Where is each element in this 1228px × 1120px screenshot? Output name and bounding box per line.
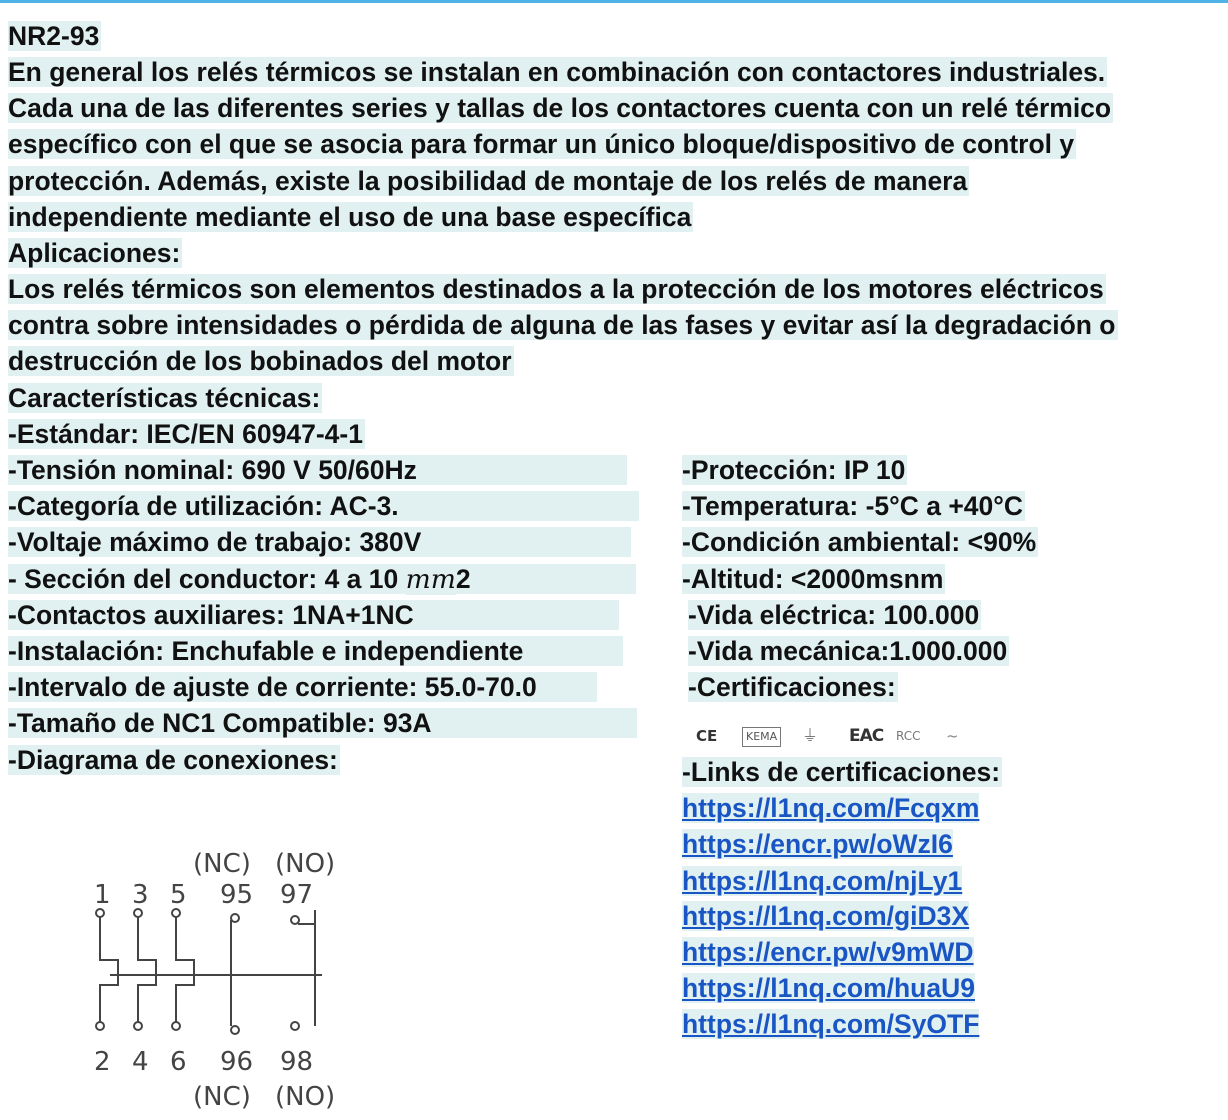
applications-line: Los relés térmicos son elementos destinados a la protección de los motores eléctricos: [8, 274, 1104, 304]
applications-line: destrucción de los bobinados del motor: [8, 346, 512, 376]
spec-standard: -Estándar: IEC/EN 60947-4-1: [8, 419, 363, 449]
diagram-terminal-label: 96: [220, 1047, 254, 1077]
spec-utilization-category: -Categoría de utilización: AC-3.: [8, 490, 639, 522]
specs-heading: Características técnicas:: [8, 383, 321, 413]
ground-symbol-icon: ⏚: [802, 726, 819, 745]
diagram-terminal-label: 2: [94, 1047, 111, 1077]
ce-mark-icon: CE: [696, 727, 718, 745]
top-rule: [0, 0, 1228, 3]
spec-electrical-life: -Vida eléctrica: 100.000: [688, 600, 980, 630]
certification-link[interactable]: https://encr.pw/oWzI6: [682, 829, 953, 859]
diagram-top-no-label: (NO): [275, 849, 336, 879]
kema-logo-icon: KEMA: [742, 727, 781, 747]
spec-conductor-section: - Sección del conductor: 4 a 10 mm2: [8, 563, 636, 595]
connection-diagram: [80, 840, 380, 1115]
spec-altitude: -Altitud: <2000msnm: [682, 564, 944, 594]
spec-max-voltage: -Voltaje máximo de trabajo: 380V: [8, 526, 631, 558]
certification-link[interactable]: https://l1nq.com/huaU9: [682, 973, 975, 1003]
diagram-terminal-label: 98: [280, 1047, 314, 1077]
intro-line: independiente mediante el uso de una base específica: [8, 202, 692, 232]
eac-mark-icon: EAC: [849, 726, 884, 746]
spec-nominal-voltage: -Tensión nominal: 690 V 50/60Hz: [8, 454, 627, 486]
links-heading: -Links de certificaciones:: [682, 757, 1001, 787]
intro-line: En general los relés térmicos se instalan en combinación con contactores industriales.: [8, 57, 1106, 87]
certification-link[interactable]: https://l1nq.com/njLy1: [682, 866, 963, 896]
spec-certifications: -Certificaciones:: [688, 672, 896, 702]
diagram-bottom-nc-label: (NC): [193, 1082, 251, 1112]
page-title: NR2-93: [8, 21, 100, 51]
spec-mechanical-life: -Vida mecánica:1.000.000: [688, 636, 1008, 666]
certification-link[interactable]: https://l1nq.com/Fcqxm: [682, 793, 980, 823]
spec-protection: -Protección: IP 10: [682, 455, 906, 485]
rcc-logo-icon: RCC: [896, 729, 921, 743]
diagram-terminal-label: 3: [132, 880, 149, 910]
spec-ambient-condition: -Condición ambiental: <90%: [682, 527, 1037, 557]
certification-link[interactable]: https://l1nq.com/SyOTF: [682, 1009, 980, 1039]
spec-temperature: -Temperatura: -5°C a +40°C: [682, 491, 1024, 521]
spec-installation: -Instalación: Enchufable e independiente: [8, 635, 623, 667]
spec-aux-contacts: -Contactos auxiliares: 1NA+1NC: [8, 599, 619, 631]
applications-heading: Aplicaciones:: [8, 238, 181, 268]
certification-logos: [684, 717, 994, 755]
diagram-terminal-label: 4: [132, 1047, 149, 1077]
intro-line: específico con el que se asocia para formar un único bloque/dispositivo de control y: [8, 129, 1075, 159]
diagram-terminal-label: 6: [170, 1047, 187, 1077]
intro-line: protección. Además, existe la posibilidad de montaje de los relés de manera: [8, 166, 968, 196]
certification-link[interactable]: https://l1nq.com/giD3X: [682, 901, 970, 931]
diagram-terminal-label: 1: [94, 880, 111, 910]
intro-line: Cada una de las diferentes series y tallas de los contactores cuenta con un relé térmico: [8, 93, 1112, 123]
diagram-terminal-label: 97: [280, 880, 314, 910]
diagram-terminal-label: 95: [220, 880, 254, 910]
wave-logo-icon: ~: [946, 727, 959, 745]
spec-nc1-size: -Tamaño de NC1 Compatible: 93A: [8, 707, 637, 739]
diagram-top-nc-label: (NC): [193, 849, 251, 879]
section-unit: mm: [405, 564, 456, 595]
applications-line: contra sobre intensidades o pérdida de alguna de las fases y evitar así la degradación o: [8, 310, 1116, 340]
certification-link[interactable]: https://encr.pw/v9mWD: [682, 937, 974, 967]
diagram-bottom-no-label: (NO): [275, 1082, 336, 1112]
spec-current-range: -Intervalo de ajuste de corriente: 55.0-70.0: [8, 671, 597, 703]
diagram-terminal-label: 5: [170, 880, 187, 910]
spec-diagram-label: -Diagrama de conexiones:: [8, 745, 338, 775]
